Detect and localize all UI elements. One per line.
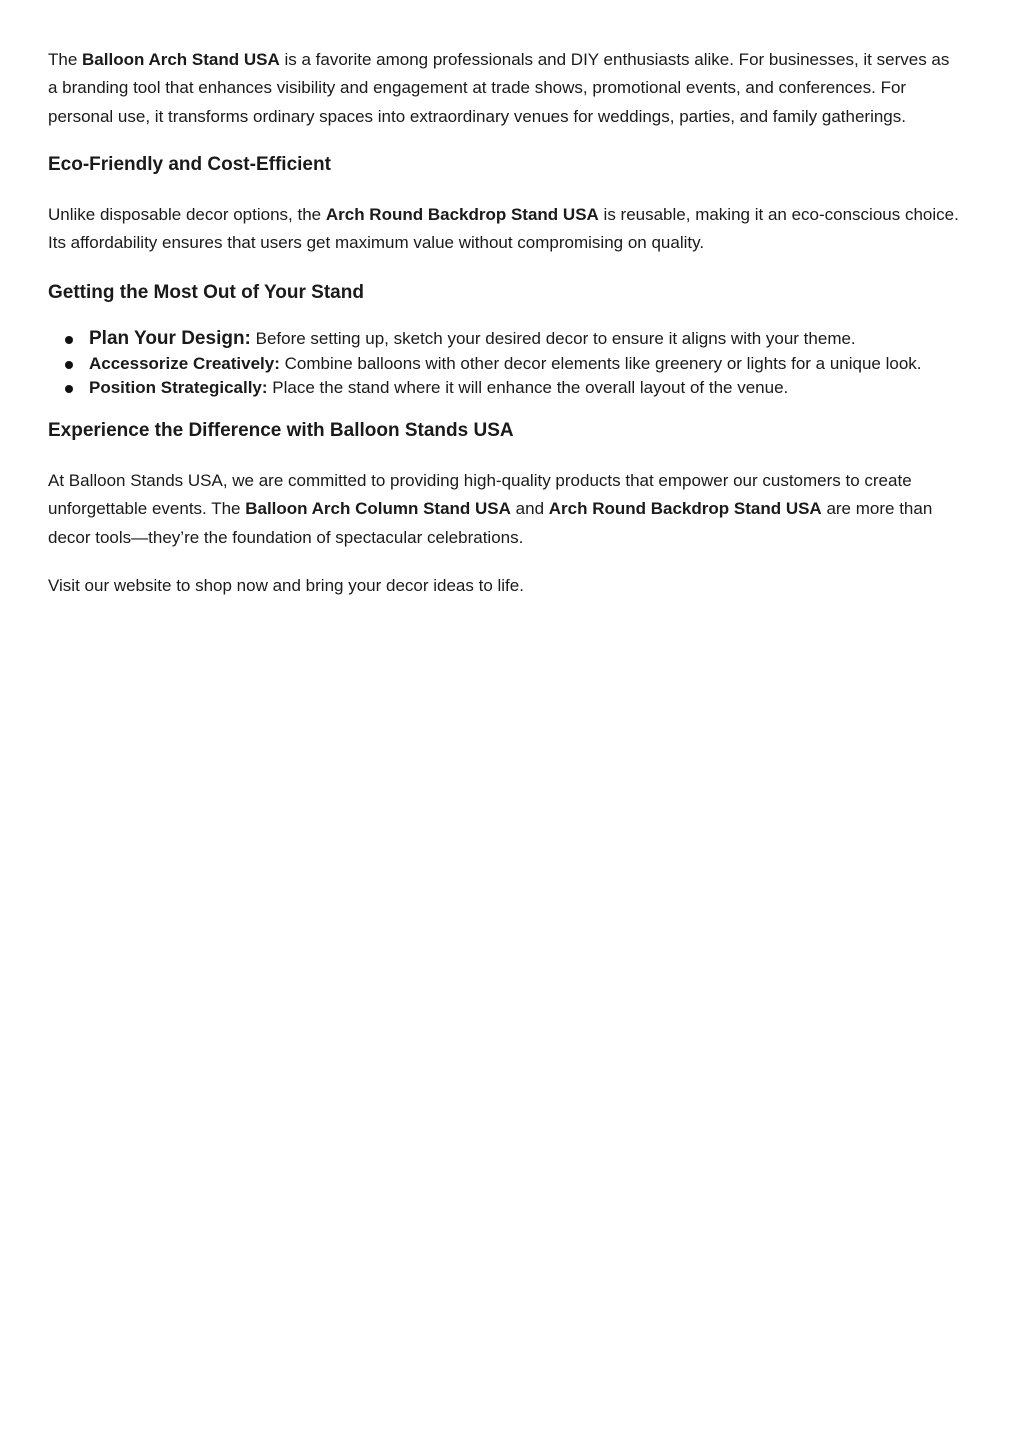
intro-paragraph (48, 46, 960, 131)
experience-text-end: are more than decor tools—they’re the foundation of spectacular celebrations. (48, 499, 933, 547)
bullet-icon (65, 385, 73, 393)
eco-text-end: is reusable, making it an eco-conscious choice. Its affordability ensures that users get maximum value without compromising on quality. (48, 204, 959, 253)
experience-paragraph (48, 467, 960, 552)
tip-text: Combine balloons with other decor elements like greenery or lights for a unique look. (279, 353, 922, 373)
intro-bold-product: Balloon Arch Stand USA (82, 50, 280, 69)
experience-bold-product-2: Arch Round Backdrop Stand USA (548, 499, 822, 519)
list-item (48, 327, 960, 351)
bullet-icon (65, 361, 73, 369)
eco-heading: Eco-Friendly and Cost-Efficient (48, 153, 331, 175)
bullet-icon (65, 336, 73, 344)
tips-heading: Getting the Most Out of Your Stand (48, 282, 364, 304)
tip-lead: Accessorize Creatively: (89, 353, 280, 373)
intro-text-end: is a favorite among professionals and DIY enthusiasts alike. For businesses, it serves as a branding tool that enhances visibility and engagement at trade shows, promotional events, and conferences. For personal use, it transforms ordinary spaces into extraordinary venues for weddings, parties, and family gatherings. (48, 50, 950, 126)
tip-lead: Position Strategically: (89, 378, 268, 398)
eco-text-start: Unlike disposable decor options, the (48, 204, 326, 224)
intro-text-start: The (48, 50, 83, 69)
list-item (48, 376, 960, 400)
experience-bold-product-1: Balloon Arch Column Stand USA (245, 499, 511, 519)
experience-heading: Experience the Difference with Balloon Stands USA (48, 419, 514, 441)
closing-paragraph: Visit our website to shop now and bring your decor ideas to life. (48, 575, 524, 595)
tip-text: Place the stand where it will enhance the overall layout of the venue. (267, 378, 789, 398)
tips-list (48, 327, 960, 400)
eco-bold-product: Arch Round Backdrop Stand USA (325, 204, 599, 224)
list-item (48, 352, 960, 376)
experience-text-start: At Balloon Stands USA, we are committed to providing high-quality products that empower our customers to create unforgettable events. The (48, 470, 912, 519)
tip-lead: Plan Your Design: (89, 328, 251, 350)
eco-paragraph (48, 201, 960, 258)
tip-text: Before setting up, sketch your desired decor to ensure it aligns with your theme. (250, 329, 856, 349)
document-page (48, 46, 960, 600)
experience-text-mid: and (510, 499, 549, 519)
